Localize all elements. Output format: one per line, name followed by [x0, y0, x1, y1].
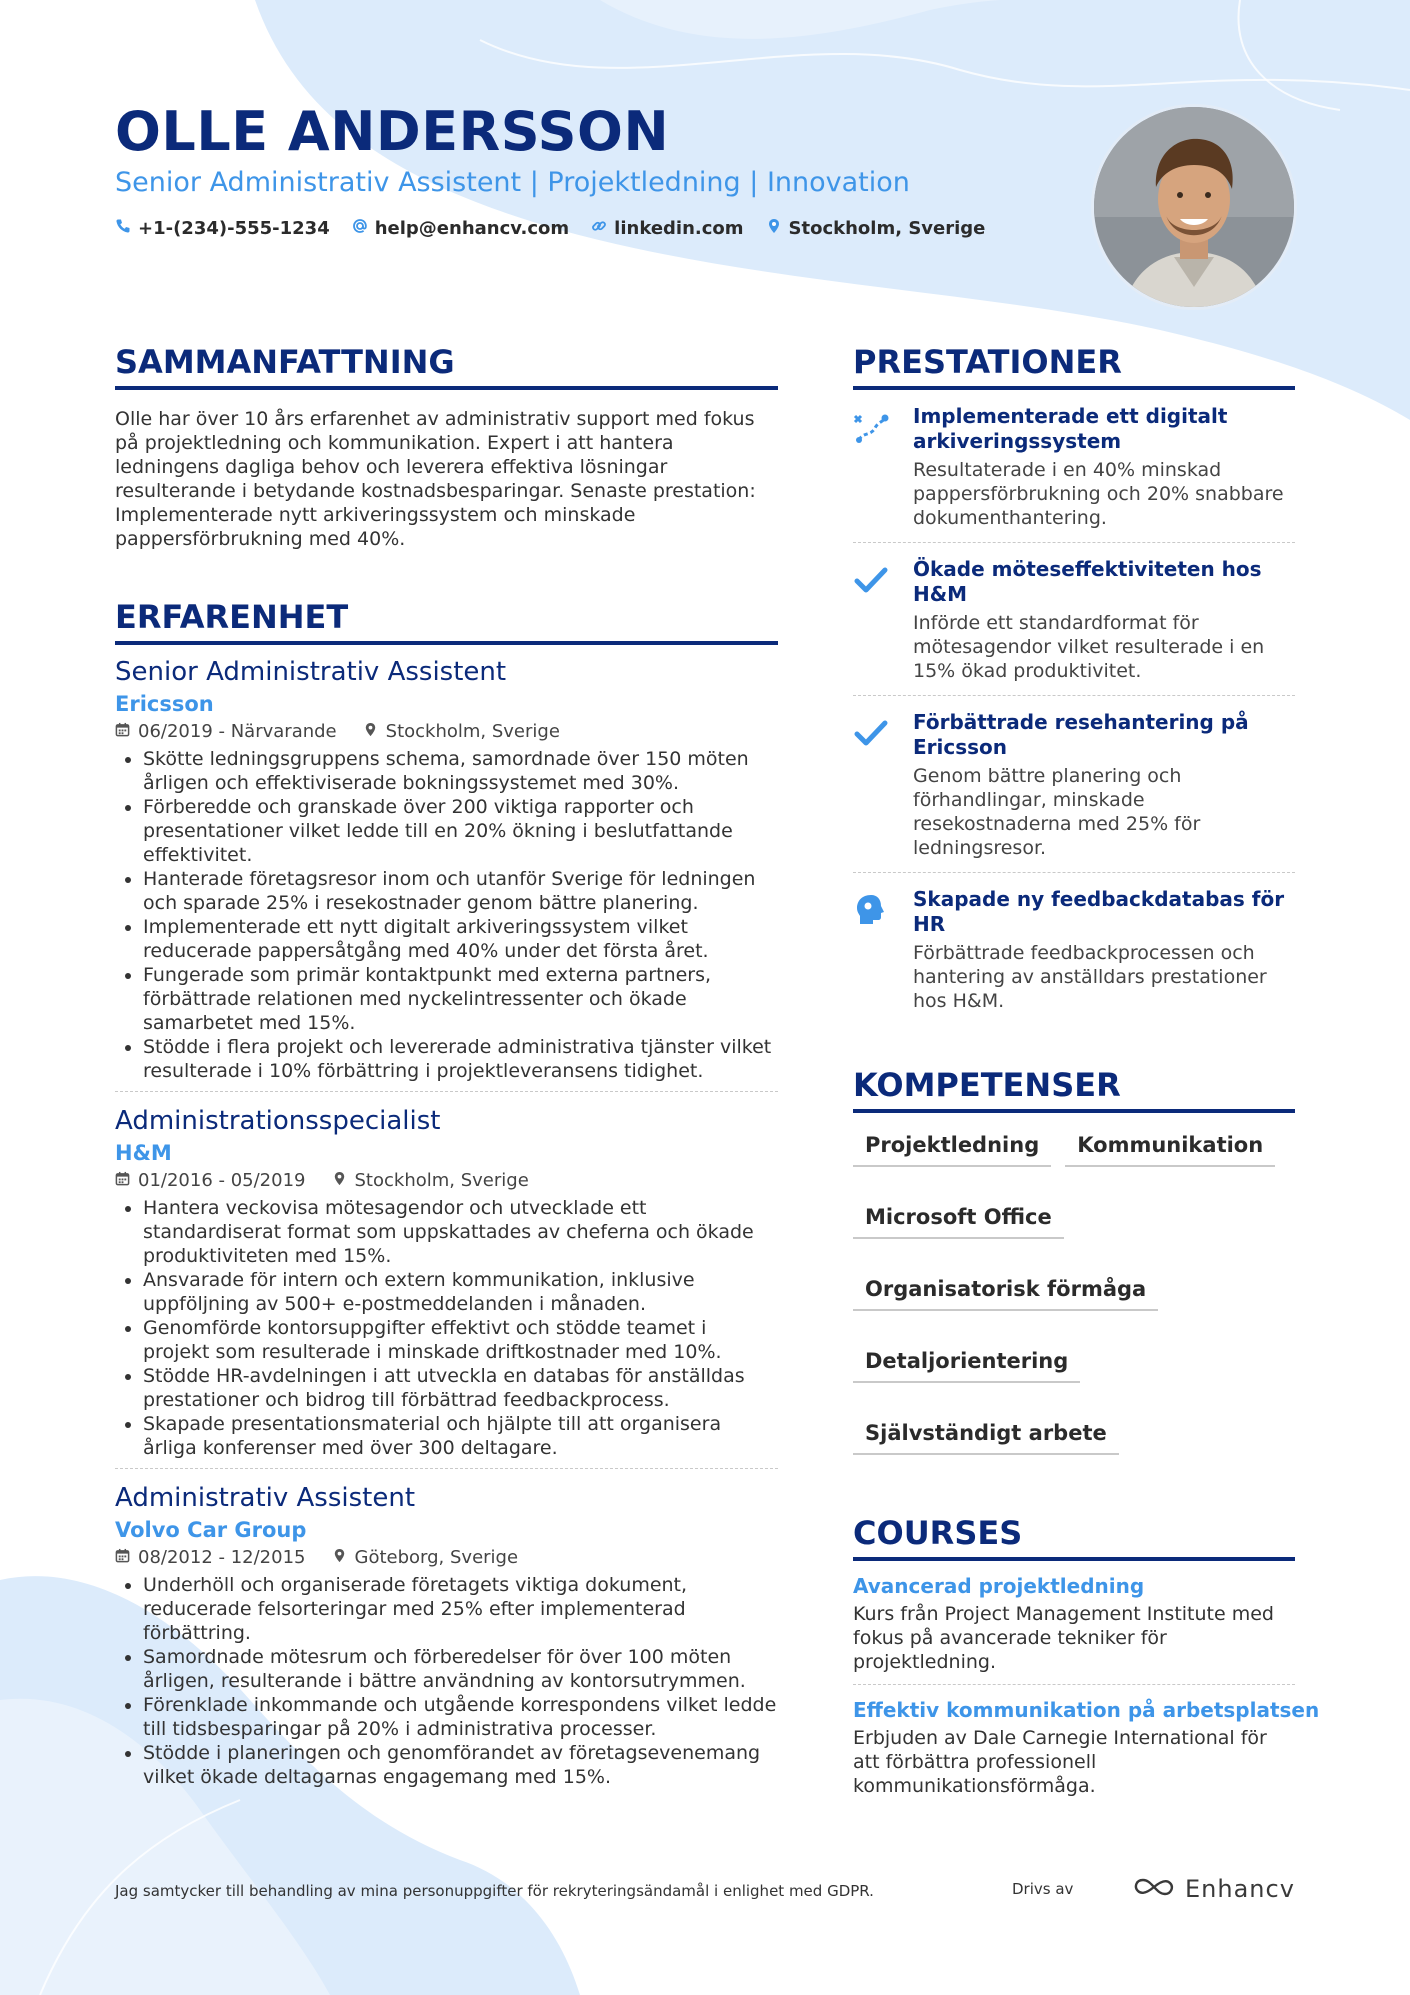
achievement-body — [913, 887, 1295, 1013]
job-location — [332, 1545, 519, 1571]
achievement-body — [913, 710, 1295, 860]
job-bullet: • Ansvarade för intern och extern kommunikation, inklusive uppföljning av 500+ e-postmeddelanden i månaden. — [143, 1268, 778, 1316]
job-location-text: Stockholm, Sverige — [385, 721, 560, 742]
job-bullet: • Förenklade inkommande och utgående korrespondens vilket ledde till tidsbesparingar på 20% i administrativa processer. — [143, 1693, 778, 1741]
achievements-heading: PRESTATIONER — [853, 340, 1295, 390]
job-dates-text: 08/2012 - 12/2015 — [138, 1547, 306, 1568]
at-icon — [352, 218, 368, 239]
job-title: Administrativ Assistent — [115, 1483, 416, 1513]
achievement-item — [853, 873, 1295, 1025]
enhancv-logo[interactable] — [1131, 1875, 1295, 1903]
job-bullet: • Stödde HR-avdelningen i att utveckla en databas för anställdas prestationer och bidrog till förbättrad feedbackprocess. — [143, 1364, 778, 1412]
skill-tag: Självständigt arbete — [853, 1415, 1119, 1455]
job-bullet: • Skötte ledningsgruppens schema, samordnade över 150 möten årligen och effektiviserade bokningssystemet med 30%. — [143, 747, 778, 795]
link-icon — [591, 218, 607, 239]
job-bullet: • Stödde i planeringen och genomförandet av företagsevenemang vilket ökade deltagarnas engagemang med 15%. — [143, 1741, 778, 1789]
course-title: Avancerad projektledning — [853, 1574, 1145, 1598]
job-location — [363, 719, 560, 745]
skills-section — [853, 1063, 1295, 1455]
contact-email[interactable] — [352, 218, 569, 239]
job-location-text: Stockholm, Sverige — [354, 1170, 529, 1191]
course-item — [853, 1561, 1295, 1685]
job-dates-text: 06/2019 - Närvarande — [138, 721, 337, 742]
job-entry — [115, 1481, 778, 1797]
skill-tag: Microsoft Office — [853, 1199, 1064, 1239]
location-pin-icon — [766, 218, 782, 239]
job-entry — [115, 655, 778, 1092]
courses-heading: COURSES — [853, 1511, 1295, 1561]
achievement-title: Förbättrade resehantering på Ericsson — [913, 710, 1249, 759]
candidate-name: OLLE ANDERSSON — [115, 100, 670, 163]
company-name: Volvo Car Group — [115, 1518, 307, 1542]
profile-photo — [1091, 104, 1297, 310]
calendar-icon — [115, 1545, 130, 1571]
skill-tag: Detaljorientering — [853, 1343, 1080, 1383]
summary-text: Olle har över 10 års erfarenhet av administrativ support med fokus på projektledning och kommunikation. Expert i att hantera ledningens dagliga behov och leverera effektiva lösningar resulterande i betydande kostnadsbesparingar. Senaste prestation: Implementerade nytt arkiveringssystem och minskade pappersförbrukning med 40%. — [115, 408, 756, 550]
job-entry — [115, 1104, 778, 1469]
summary-heading: SAMMANFATTNING — [115, 340, 778, 390]
summary-section — [115, 340, 778, 551]
calendar-icon — [115, 1168, 130, 1194]
skill-tag: Kommunikation — [1065, 1127, 1275, 1167]
email-text: help@enhancv.com — [374, 218, 570, 239]
enhancv-wordmark: Enhancv — [1185, 1875, 1295, 1903]
job-meta — [115, 719, 778, 745]
checkmark-icon — [853, 557, 895, 683]
achievement-body — [913, 404, 1295, 530]
skill-tag: Projektledning — [853, 1127, 1051, 1167]
skills-heading: KOMPETENSER — [853, 1063, 1295, 1113]
left-column — [115, 340, 778, 1809]
calendar-icon — [115, 719, 130, 745]
job-bullet: • Underhöll och organiserade företagets viktiga dokument, reducerade felsorteringar med 25% efter implementerad förbättring. — [143, 1573, 778, 1645]
job-bullet: • Fungerade som primär kontaktpunkt med externa partners, förbättrade relationen med nyckelintressenter och ökade samarbetet med 15%. — [143, 963, 778, 1035]
job-bullet: • Hanterade företagsresor inom och utanför Sverige för ledningen och sparade 25% i resekostnader genom bättre planering. — [143, 867, 778, 915]
achievement-title: Implementerade ett digitalt arkiveringssystem — [913, 404, 1228, 453]
experience-heading: ERFARENHET — [115, 595, 778, 645]
job-location-text: Göteborg, Sverige — [354, 1547, 519, 1568]
phone-text: +1-(234)-555-1234 — [138, 218, 330, 239]
achievement-body — [913, 557, 1295, 683]
achievement-item — [853, 390, 1295, 543]
job-dates-text: 01/2016 - 05/2019 — [138, 1170, 306, 1191]
route-icon — [853, 404, 895, 530]
achievement-description: Genom bättre planering och förhandlingar, minskade resekostnaderna med 25% för ledningsresor. — [913, 765, 1201, 859]
location-pin-icon — [332, 1545, 347, 1571]
skill-tag: Organisatorisk förmåga — [853, 1271, 1158, 1311]
job-bullets — [115, 747, 778, 1083]
job-bullet: • Skapade presentationsmaterial och hjälpte till att organisera årliga konferenser med över 300 deltagare. — [143, 1412, 778, 1460]
job-dates — [115, 1545, 306, 1571]
job-title: Senior Administrativ Assistent — [115, 657, 507, 687]
contact-phone[interactable] — [115, 218, 330, 239]
course-description: Erbjuden av Dale Carnegie International för att förbättra professionell kommunikationsförmåga. — [853, 1727, 1267, 1797]
achievement-description: Resultaterade i en 40% minskad pappersförbrukning och 20% snabbare dokumenthantering. — [913, 459, 1284, 529]
company-name: Ericsson — [115, 692, 214, 716]
job-list — [115, 655, 778, 1797]
job-meta — [115, 1168, 778, 1194]
job-bullet: • Implementerade ett nytt digitalt arkiveringssystem vilket reducerade pappersåtgång med 40% under det första året. — [143, 915, 778, 963]
course-title: Effektiv kommunikation på arbetsplatsen — [853, 1698, 1320, 1722]
achievement-description: Införde ett standardformat för mötesagendor vilket resulterade i en 15% ökad produktivitet. — [913, 612, 1265, 682]
company-name: H&M — [115, 1141, 172, 1165]
achievement-item — [853, 696, 1295, 873]
right-column — [853, 340, 1320, 1808]
location-pin-icon — [332, 1168, 347, 1194]
job-location — [332, 1168, 529, 1194]
job-bullet: • Genomförde kontorsuppgifter effektivt och stödde teamet i projekt som resulterade i minskade driftkostnader med 10%. — [143, 1316, 778, 1364]
location-pin-icon — [363, 719, 378, 745]
job-bullet: • Förberedde och granskade över 200 viktiga rapporter och presentationer vilket ledde till en 20% ökning i beslutfattande effektivitet. — [143, 795, 778, 867]
head-icon — [853, 887, 895, 1013]
job-bullet: • Hantera veckovisa mötesagendor och utvecklade ett standardiserat format som uppskattades av cheferna och ökade produktiviteten med 15%. — [143, 1196, 778, 1268]
job-dates — [115, 719, 337, 745]
experience-section — [115, 595, 778, 1797]
course-description: Kurs från Project Management Institute med fokus på avancerade tekniker för projektledning. — [853, 1603, 1274, 1673]
course-list — [853, 1561, 1320, 1808]
enhancv-infinity-icon — [1131, 1875, 1177, 1903]
course-item — [853, 1685, 1320, 1808]
job-dates — [115, 1168, 306, 1194]
achievement-title: Ökade möteseffektiviteten hos H&M — [913, 557, 1262, 606]
job-title: Administrationsspecialist — [115, 1106, 441, 1136]
courses-section — [853, 1511, 1320, 1808]
gdpr-consent: Jag samtycker till behandling av mina personuppgifter för rekryteringsändamål i enlighet med GDPR. — [115, 1882, 874, 1900]
skill-list — [853, 1127, 1295, 1455]
job-meta — [115, 1545, 778, 1571]
powered-by-label: Drivs av — [1012, 1880, 1074, 1898]
achievement-item — [853, 543, 1295, 696]
job-bullet: • Stödde i flera projekt och levererade administrativa tjänster vilket resulterade i 10% förbättring i projektleveransens tidighet. — [143, 1035, 778, 1083]
website-text: linkedin.com — [614, 218, 744, 239]
location-text: Stockholm, Sverige — [788, 218, 986, 239]
achievement-title: Skapade ny feedbackdatabas för HR — [913, 887, 1285, 936]
checkmark-icon — [853, 710, 895, 860]
achievement-list — [853, 390, 1295, 1025]
phone-icon — [115, 218, 131, 239]
job-bullet: • Samordnade mötesrum och förberedelser för över 100 möten årligen, resulterande i bättre användning av kontorsutrymmen. — [143, 1645, 778, 1693]
contact-website[interactable] — [591, 218, 743, 239]
candidate-headline: Senior Administrativ Assistent | Projektledning | Innovation — [115, 167, 910, 198]
job-bullets — [115, 1573, 778, 1789]
job-bullets — [115, 1196, 778, 1460]
achievement-description: Förbättrade feedbackprocessen och hantering av anställdars prestationer hos H&M. — [913, 942, 1267, 1012]
contact-location — [766, 218, 986, 239]
achievements-section — [853, 340, 1295, 1025]
contact-bar — [115, 218, 985, 239]
